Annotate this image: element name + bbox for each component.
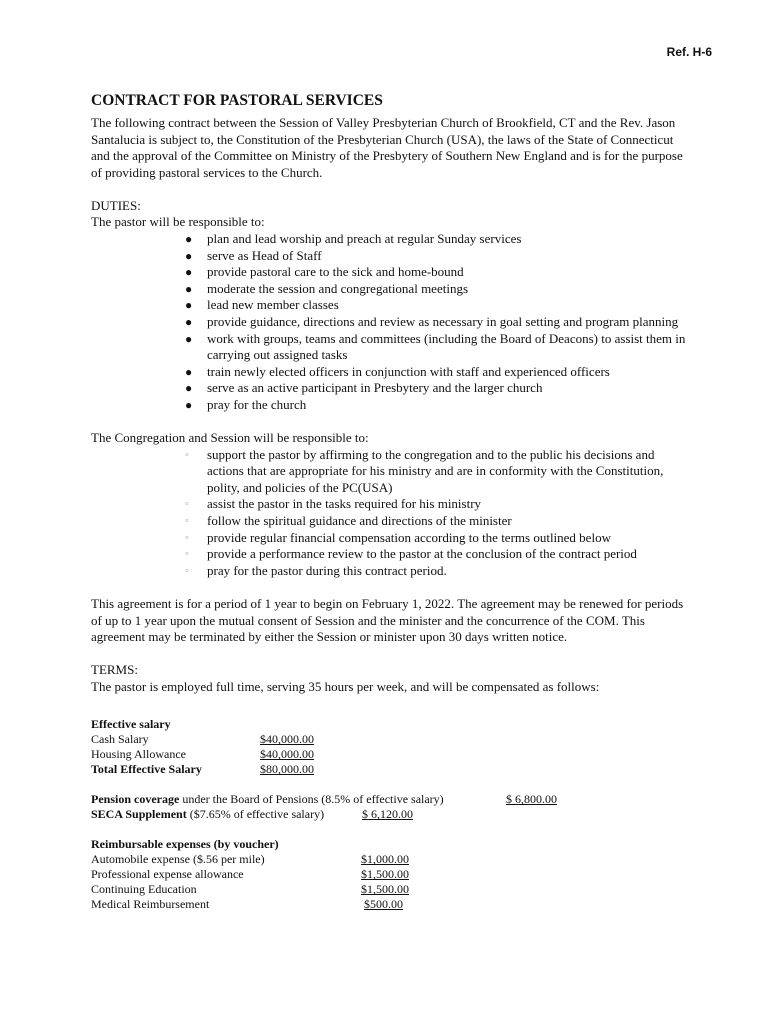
- salary-total-label: Total Effective Salary: [91, 762, 202, 777]
- seca-row: [91, 807, 691, 822]
- congregation-lead: The Congregation and Session will be responsible to:: [91, 430, 369, 446]
- salary-table: [91, 717, 691, 777]
- terms-heading: TERMS:: [91, 662, 138, 678]
- list-item: ● lead new member classes: [185, 297, 339, 313]
- list-item: ● plan and lead worship and preach at regular Sunday services: [185, 231, 522, 247]
- salary-total-value: $80,000.00: [260, 762, 314, 777]
- agreement-paragraph: This agreement is for a period of 1 year to begin on February 1, 2022. The agreement may be renewed for periods of up to 1 year upon the mutual consent of Session and the minister and the concurrence of the COM. This agreement may be terminated by either the Session or minister upon 30 days written notice.: [91, 595, 684, 645]
- bullet-icon: ●: [185, 364, 193, 379]
- reimbursement-value: $500.00: [364, 897, 403, 912]
- bullet-icon: ●: [185, 331, 193, 346]
- bullet-icon: ●: [185, 281, 193, 296]
- bullet-icon: ●: [185, 232, 193, 247]
- reimbursement-value: $1,500.00: [361, 867, 409, 882]
- list-item: ● serve as Head of Staff: [185, 247, 322, 263]
- reimbursement-label: Continuing Education: [91, 882, 197, 897]
- list-item: ◦ pray for the pastor during this contract period.: [185, 562, 447, 578]
- list-item: ● pray for the church: [185, 397, 307, 412]
- duties-heading: DUTIES:: [91, 197, 141, 213]
- contract-document: [91, 92, 691, 912]
- hollow-bullet-icon: ◦: [185, 531, 189, 544]
- salary-value: $40,000.00: [260, 747, 314, 762]
- reimbursement-heading: Reimbursable expenses (by voucher): [91, 837, 279, 852]
- reimbursement-value: $1,500.00: [361, 882, 409, 897]
- list-item: ● work with groups, teams and committees (including the Board of Deacons) to assist them in carrying out assigned tasks: [185, 330, 686, 363]
- hollow-bullet-icon: ◦: [185, 564, 189, 577]
- document-title: CONTRACT FOR PASTORAL SERVICES: [91, 92, 383, 109]
- list-item: ◦ provide a performance review to the pastor at the conclusion of the contract period: [185, 546, 637, 562]
- bullet-icon: ●: [185, 248, 193, 263]
- hollow-bullet-icon: ◦: [185, 448, 189, 461]
- congregation-list: [91, 447, 691, 580]
- list-item: ● train newly elected officers in conjunction with staff and experienced officers: [185, 363, 610, 379]
- salary-label: Cash Salary: [91, 732, 149, 747]
- list-item: ● provide guidance, directions and review as necessary in goal setting and program planning: [185, 314, 679, 330]
- pension-value: $ 6,800.00: [506, 792, 557, 807]
- reimbursement-label: Automobile expense ($.56 per mile): [91, 852, 265, 867]
- hollow-bullet-icon: ◦: [185, 498, 189, 511]
- intro-paragraph: The following contract between the Session of Valley Presbyterian Church of Brookfield, CT and the Rev. Jason Santalucia is subject to, the Constitution of the Presbyterian Church (USA), the laws of the State of Connecticut and the approval of the Committee on Ministry of the Presbytery of Southern New England and is for the purpose of providing pastoral services to the Church.: [91, 115, 683, 180]
- list-item: ● serve as an active participant in Presbytery and the larger church: [185, 380, 543, 396]
- reimbursement-table: [91, 837, 691, 912]
- pension-desc: under the Board of Pensions (8.5% of effective salary): [179, 792, 444, 807]
- bullet-icon: ●: [185, 265, 193, 280]
- list-item: ◦ assist the pastor in the tasks required for his ministry: [185, 496, 482, 512]
- salary-value: $40,000.00: [260, 732, 314, 747]
- salary-heading: Effective salary: [91, 717, 171, 732]
- pension-label: Pension coverage: [91, 792, 180, 807]
- seca-label: SECA Supplement: [91, 807, 187, 822]
- list-item: ◦ provide regular financial compensation according to the terms outlined below: [185, 529, 611, 545]
- hollow-bullet-icon: ◦: [185, 515, 189, 528]
- reimbursement-value: $1,000.00: [361, 852, 409, 867]
- bullet-icon: ●: [185, 381, 193, 396]
- duties-list: [91, 231, 691, 414]
- list-item: ◦ follow the spiritual guidance and directions of the minister: [185, 513, 512, 529]
- pension-row: [91, 792, 691, 807]
- duties-lead: The pastor will be responsible to:: [91, 214, 265, 230]
- bullet-icon: ●: [185, 398, 193, 412]
- terms-lead: The pastor is employed full time, serving 35 hours per week, and will be compensated as follows:: [91, 678, 600, 694]
- reimbursement-label: Medical Reimbursement: [91, 897, 210, 912]
- bullet-icon: ●: [185, 315, 193, 330]
- seca-value: $ 6,120.00: [362, 807, 413, 822]
- list-item: ● provide pastoral care to the sick and home-bound: [185, 264, 464, 280]
- reference-code: Ref. H-6: [666, 45, 712, 59]
- list-item: ◦ support the pastor by affirming to the congregation and to the public his decisions and actions that are appropriate for his ministry and are in conformity with the Constitution, polity, and policies of the PC(USA): [185, 446, 664, 495]
- seca-desc: ($7.65% of effective salary): [186, 807, 325, 822]
- salary-label: Housing Allowance: [91, 747, 186, 762]
- hollow-bullet-icon: ◦: [185, 548, 189, 561]
- bullet-icon: ●: [185, 298, 193, 313]
- list-item: ● moderate the session and congregational meetings: [185, 280, 469, 296]
- reimbursement-label: Professional expense allowance: [91, 867, 244, 882]
